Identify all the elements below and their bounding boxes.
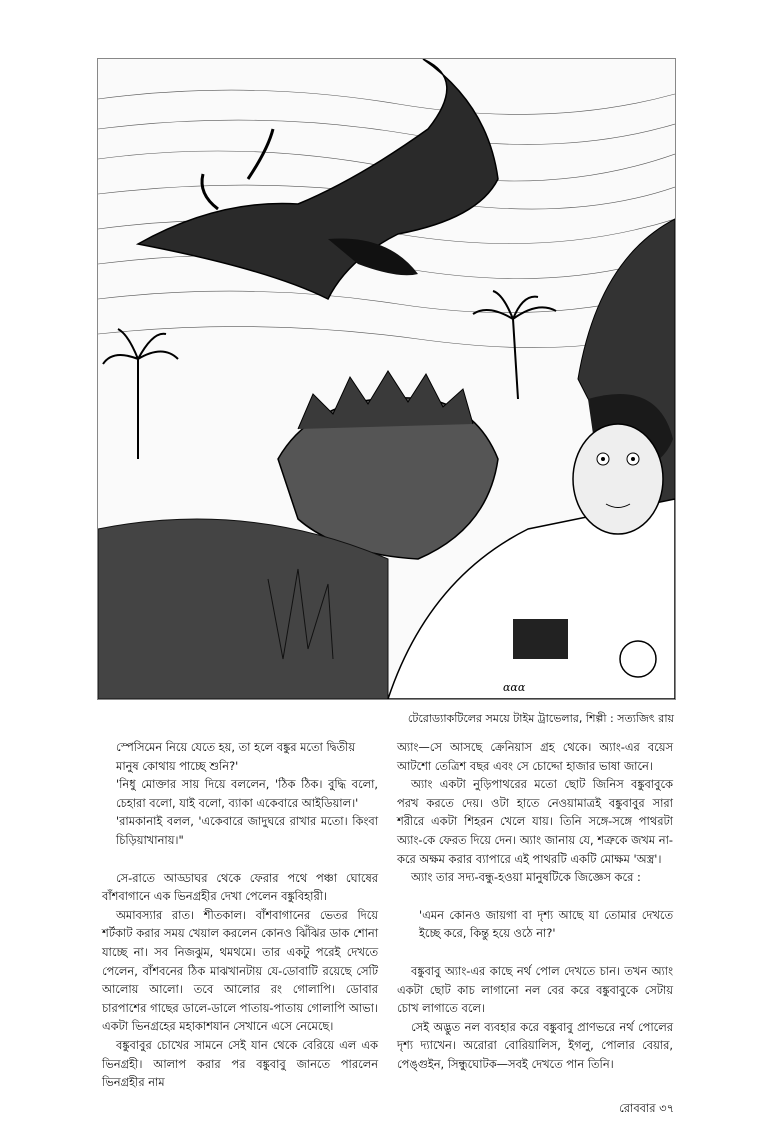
- illustration-caption: টেরোড্যাকটিলের সময়ে টাইম ট্রাভেলার, শিল্পী : সত্যজিৎ রায়: [407, 712, 674, 725]
- right-p4: বঙ্কুবাবু অ্যাং-এর কাছে নর্থ পোল দেখতে চান। তখন অ্যাং একটা ছোট কাচ লাগানো নল বের করে বঙ্কুবাবুকে সেটায় চোখ লাগাতে বলে।: [397, 963, 673, 1016]
- right-p5: সেই অদ্ভুত নল ব্যবহার করে বঙ্কুবাবু প্রাণভরে নর্থ পোলের দৃশ্য দ্যাখেন। অরোরা বোরিয়ালিস, ইগলু, পোলার বেয়ার, পেঙ্গুইন, সিন্ধুঘোটক—সবই দেখতে পান তিনি।: [397, 1019, 673, 1071]
- page-footer: রোববার ৩৭: [619, 1101, 674, 1115]
- right-quote: 'এমন কোনও জায়গা বা দৃশ্য আছে যা তোমার দেখতে ইচ্ছে করে, কিন্তু হয়ে ওঠে না?': [419, 907, 673, 941]
- left-p1-line1: স্পেসিমেন নিয়ে যেতে হয়, তা হলে বঙ্কুর মতো দ্বিতীয়: [116, 740, 356, 754]
- ground-vegetation: [98, 519, 388, 699]
- left-p2: 'নিধু মোক্তার সায় দিয়ে বললেন, 'ঠিক ঠিক। বুদ্ধি বলো, চেহারা বলো, যাই বলো, ব্যাকা একেবারে আইডিয়াল।': [116, 777, 378, 810]
- stegosaurus-figure: [278, 371, 498, 559]
- illustration-drawing: [98, 59, 675, 699]
- right-p2: অ্যাং একটা নুড়িপাথরের মতো ছোট জিনিস বঙ্কুবাবুকে পরখ করতে দেয়। ওটা হাতে নেওয়ামাত্রই বঙ্কুবাবুর সারা শরীরে একটা শিহরন খেলে যায়। তিনি সঙ্গে-সঙ্গে পাথরটা অ্যাং-কে ফেরত দিয়ে দেন। অ্যাং জানায় যে, শত্রুকে জখম না-করে অক্ষম করার ব্যাপারে এই পাথরটি একটি মোক্ষম 'অস্ত্র'।: [397, 777, 673, 866]
- right-column: [397, 738, 673, 1074]
- left-p6: বঙ্কুবাবুর চোখের সামনে সেই যান থেকে বেরিয়ে এল এক ভিনগ্রহী। আলাপ করার পর বঙ্কুবাবু জানতে পারলেন ভিনগ্রহীর নাম: [102, 1037, 378, 1090]
- pterodactyl-illustration: [97, 58, 676, 700]
- left-p4: সে-রাতে আড্ডাঘর থেকে ফেরার পথে পঞ্চা ঘোষের বাঁশবাগানে এক ভিনগ্রহীর দেখা পেলেন বঙ্কুবিহারী।: [102, 870, 378, 904]
- pterodactyl-figure: [138, 59, 498, 299]
- artist-signature: ɑɑɑ: [503, 681, 526, 694]
- left-column: [102, 738, 378, 1092]
- right-p1: অ্যাং—সে আসছে ক্রেনিয়াস গ্রহ থেকে। অ্যাং-এর বয়েস আটশো তেত্রিশ বছর এবং সে চোদ্দো হাজার ভাষা জানে।: [397, 740, 673, 773]
- left-p5: অমাবস্যার রাত। শীতকাল। বাঁশবাগানের ভেতর দিয়ে শর্টকাট করার সময় খেয়াল করলেন কোনও ঝিঁঝির ডাক শোনা যাচ্ছে না। সব নিজঝুম, থমথমে। তার একটু পরেই দেখতে পেলেন, বাঁশবনের ঠিক মাঝখানটায় যে-ডোবাটি রয়েছে সেটি আলোয় আলো। তবে আলোর রং গোলাপি। ডোবার চারপাশের গাছের ডালে-ডালে পাতায়-পাতায় গোলাপি আভা। একটা ভিনগ্রহের মহাকাশযান সেখানে এসে নেমেছে।: [102, 907, 378, 1034]
- right-p3: অ্যাং তার সদ্য-বন্ধু-হওয়া মানুষটিকে জিজ্ঞেস করে :: [411, 870, 641, 885]
- left-p1-line2: মানুষ কোথায় পাচ্ছে শুনি?': [116, 758, 239, 773]
- left-p3: 'রামকানাই বলল, 'একেবারে জাদুঘরে রাখার মতো। কিংবা চিড়িয়াখানায়।": [116, 814, 378, 847]
